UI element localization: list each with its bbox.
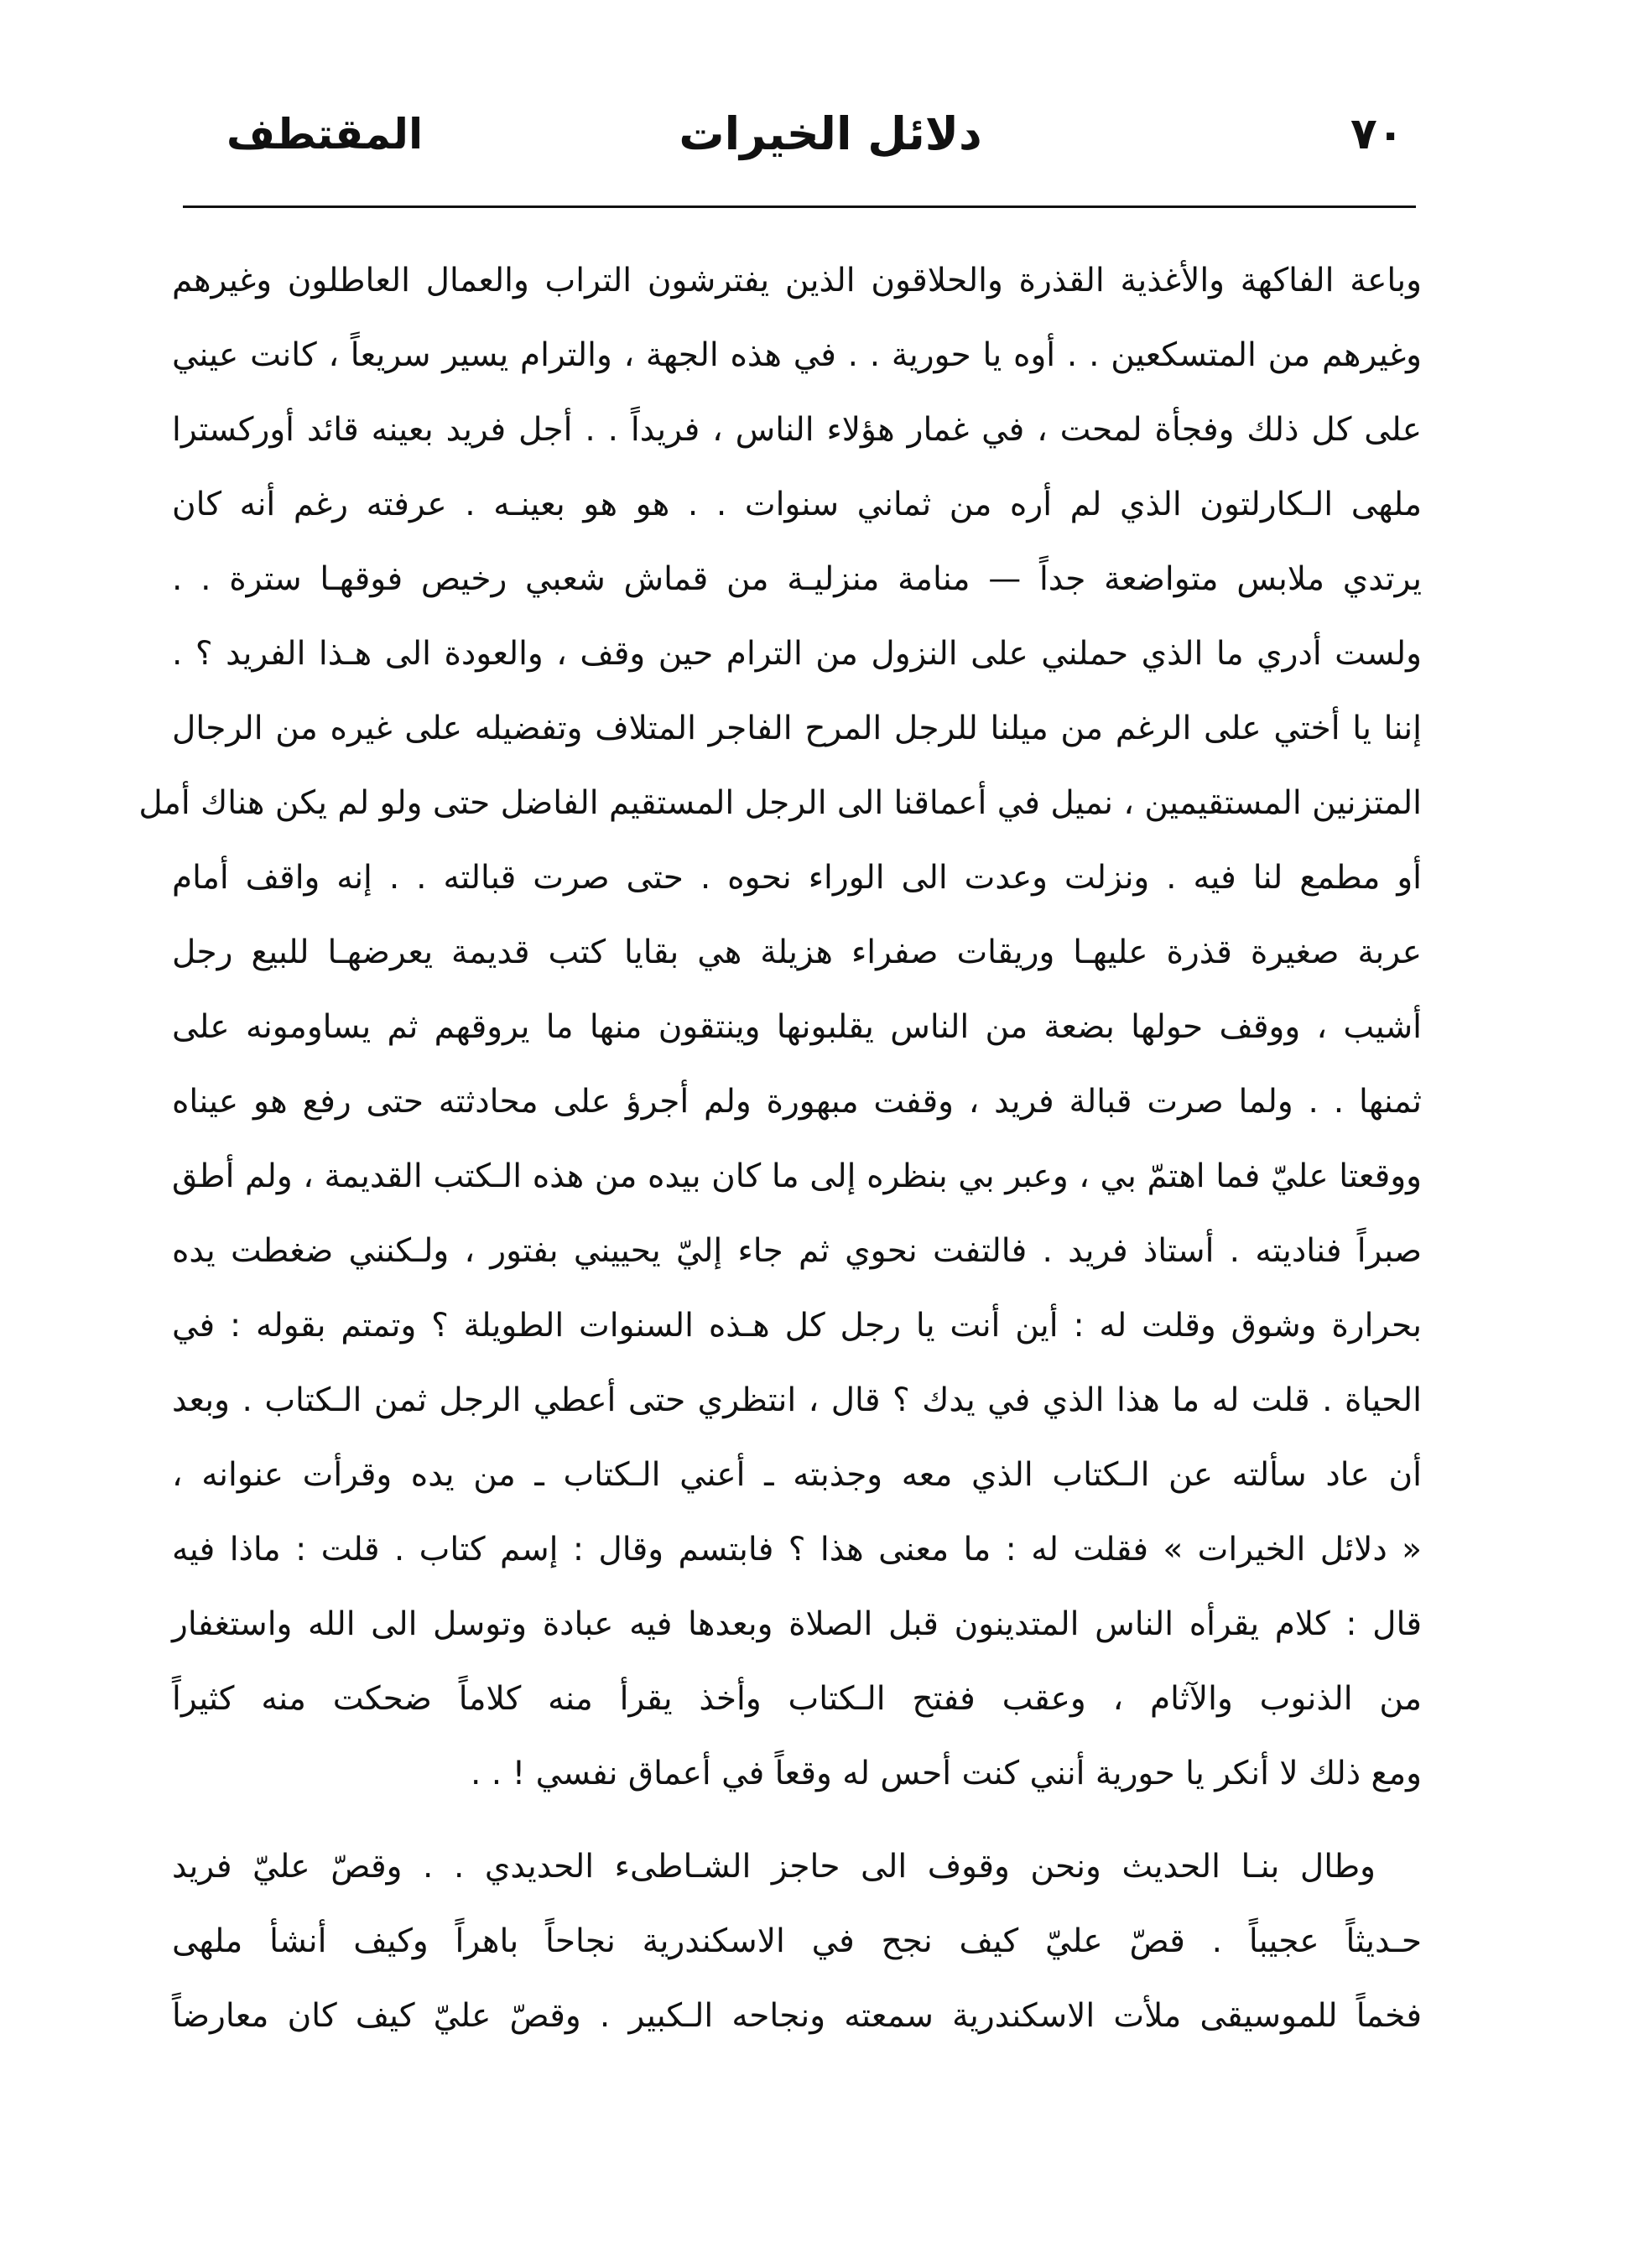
text-line: المتزنين المستقيمين ، نميل في أعماقنا الى الرجل المستقيم الفاضل حتى ولو لم يكن هناك أمل bbox=[138, 784, 1422, 822]
text-line: وغيرهم من المتسكعين . . أوه يا حورية . . في هذه الجهة ، والترام يسير سريعاً ، كانت عيني bbox=[172, 336, 1422, 374]
text-line: أن عاد سألته عن الـكتاب الذي معه وجذبته ـ أعني الـكتاب ـ من يده وقرأت عنوانه ، bbox=[172, 1456, 1422, 1494]
text-line: صبراً فناديته . أستاذ فريد . فالتفت نحوي ثم جاء إليّ يحييني بفتور ، ولـكنني ضغطت يده bbox=[172, 1232, 1422, 1270]
text-line: يرتدي ملابس متواضعة جداً — منامة منزليـة من قماش شعبي رخيص فوقهـا سترة . . bbox=[172, 560, 1422, 598]
text-line: على كل ذلك وفجأة لمحت ، في غمار هؤلاء الناس ، فريداً . . أجل فريد بعينه قائد أوركسترا bbox=[172, 411, 1422, 449]
text-line: أشيب ، ووقف حولها بضعة من الناس يقلبونها وينتقون منها ما يروقهم ثم يساومونه على bbox=[172, 1008, 1422, 1046]
page-number: ٧٠ bbox=[1350, 109, 1404, 159]
text-line: وباعة الفاكهة والأغذية القذرة والحلاقون الذين يفترشون التراب والعمال العاطلون وغيرهم bbox=[172, 262, 1422, 299]
text-line: ولست أدري ما الذي حملني على النزول من الترام حين وقف ، والعودة الى هـذا الفريد ؟ . bbox=[172, 635, 1422, 673]
text-line: ملهى الـكارلتون الذي لم أره من ثماني سنوات . . هو هو بعينـه . عرفته رغم أنه كان bbox=[172, 486, 1422, 523]
text-line: الحياة . قلت له ما هذا الذي في يدك ؟ قال ، انتظري حتى أعطي الرجل ثمن الـكتاب . وبعد bbox=[172, 1381, 1422, 1419]
text-line: ومع ذلك لا أنكر يا حورية أنني كنت أحس له وقعاً في أعماق نفسي ! . . bbox=[470, 1755, 1422, 1792]
text-line: فخماً للموسيقى ملأت الاسكندرية سمعته ونجاحه الـكبير . وقصّ عليّ كيف كان معارضاً bbox=[172, 1997, 1422, 2035]
text-line: أو مطمع لنا فيه . ونزلت وعدت الى الوراء نحوه . حتى صرت قبالته . . إنه واقف أمام bbox=[172, 859, 1422, 897]
text-line: قال : كلام يقرأه الناس المتدينون قبل الصلاة وبعدها فيه عبادة وتوسل الى الله واستغفار bbox=[172, 1605, 1422, 1643]
text-line: حـديثاً عجيباً . قصّ عليّ كيف نجح في الاسكندرية نجاحاً باهراً وكيف أنشأ ملهى bbox=[172, 1922, 1422, 1960]
text-line: إننا يا أختي على الرغم من ميلنا للرجل المرح الفاجر المتلاف وتفضيله على غيره من الرجال bbox=[172, 710, 1422, 747]
text-line: وطال بنـا الحديث ونحن وقوف الى حاجز الشـاطىء الحديدي . . وقصّ عليّ فريد bbox=[172, 1848, 1376, 1886]
text-line: بحرارة وشوق وقلت له : أين أنت يا رجل كل هـذه السنوات الطويلة ؟ وتمتم بقوله : في bbox=[172, 1307, 1422, 1345]
journal-name: المقتطف bbox=[226, 110, 424, 159]
text-line: من الذنوب والآثام ، وعقب ففتح الـكتاب وأخذ يقرأ منه كلاماً ضحكت منه كثيراً bbox=[172, 1680, 1422, 1718]
text-line: ثمنها . . ولما صرت قبالة فريد ، وقفت مبهورة ولم أجرؤ على محادثته حتى رفع هو عيناه bbox=[172, 1083, 1422, 1121]
header-divider bbox=[183, 205, 1416, 208]
page-header bbox=[226, 101, 1409, 168]
text-line: « دلائل الخيرات » فقلت له : ما معنى هذا ؟ فابتسم وقال : إسم كتاب . قلت : ماذا فيه bbox=[172, 1531, 1422, 1568]
article-body bbox=[138, 243, 1422, 2053]
text-line: ووقعتا عليّ فما اهتمّ بي ، وعبر بي بنظره إلى ما كان بيده من هذه الـكتب القديمة ، ولم أطق bbox=[172, 1157, 1422, 1195]
running-title: دلائل الخيرات bbox=[679, 107, 982, 160]
text-line: عربة صغيرة قذرة عليهـا وريقات صفراء هزيلة هي بقايا كتب قديمة يعرضهـا للبيع رجل bbox=[172, 934, 1422, 971]
